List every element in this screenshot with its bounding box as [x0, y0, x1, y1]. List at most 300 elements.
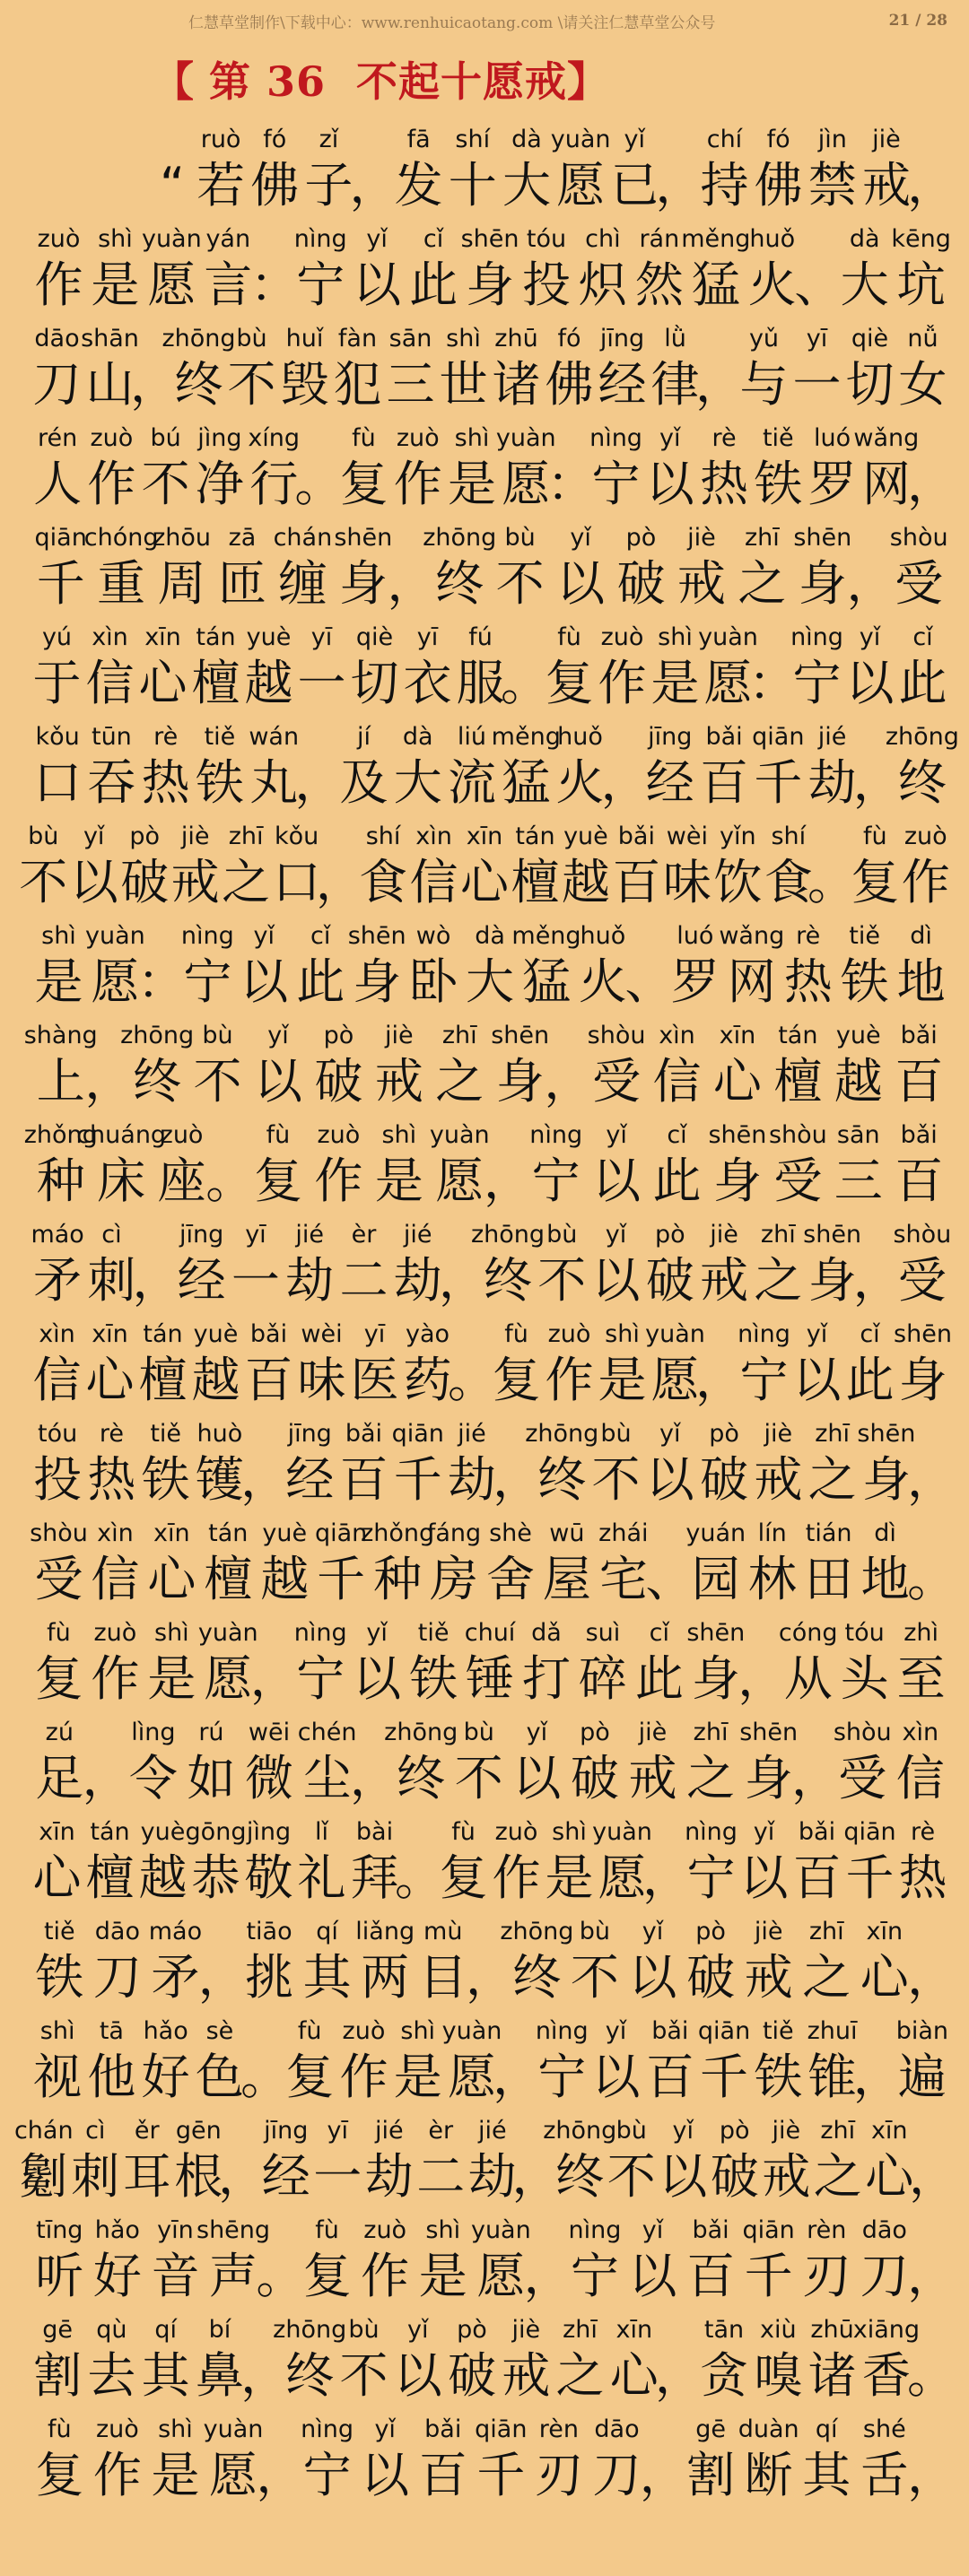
ruby-char	[31, 620, 83, 719]
pinyin: jīng	[179, 1221, 224, 1249]
text-line	[0, 421, 969, 520]
pinyin: cǐ	[912, 623, 933, 651]
pinyin: yī	[327, 2117, 348, 2145]
hanzi: 三	[386, 356, 435, 413]
hanzi: 受	[838, 1750, 887, 1806]
pinyin: xiāng	[852, 2316, 920, 2344]
punctuation: ，	[790, 1750, 840, 1806]
hanzi: 已	[610, 157, 659, 213]
hanzi: 两	[361, 1949, 410, 2006]
pinyin: shēng	[196, 2216, 271, 2244]
ruby-char	[426, 1516, 483, 1615]
ruby-char	[301, 122, 355, 222]
pinyin: shēn	[803, 1221, 862, 1249]
punctuation: ：	[546, 456, 596, 512]
hanzi: 终	[435, 555, 484, 612]
ruby-char	[586, 1118, 646, 1217]
hanzi: 以	[69, 854, 118, 910]
ruby-char	[312, 2113, 364, 2213]
hanzi: 不	[607, 2148, 656, 2205]
ruby-char	[31, 1416, 84, 1516]
ruby-char	[596, 620, 649, 719]
ruby-char	[697, 2014, 751, 2113]
pinyin: yuàn	[141, 225, 202, 253]
pinyin: yuán	[685, 1519, 746, 1547]
punctuation: ：	[748, 655, 797, 711]
pinyin: nìng	[180, 922, 234, 950]
text-line	[0, 1217, 969, 1317]
ruby-char	[860, 122, 913, 222]
pinyin: yǐ	[406, 2316, 429, 2344]
pinyin: nìng	[529, 1121, 583, 1149]
ruby-char	[170, 819, 220, 918]
hanzi: 嗅	[754, 2347, 803, 2404]
ruby-char	[739, 1715, 798, 1815]
hanzi: 作	[545, 1352, 594, 1408]
ruby-char	[384, 1715, 458, 1815]
ruby-char	[240, 1914, 299, 2014]
hanzi: 与	[739, 356, 789, 413]
ruby-char	[901, 819, 951, 918]
hanzi: 座	[157, 1153, 206, 1209]
hanzi: 言	[204, 257, 253, 313]
hanzi: 终	[512, 1949, 562, 2006]
ruby-char	[896, 1815, 949, 1914]
pinyin: èr	[351, 1221, 377, 1249]
hanzi: 愿	[204, 1650, 253, 1707]
pinyin: lǐ	[314, 1818, 328, 1846]
hanzi: 好	[92, 2248, 142, 2304]
hanzi: 作	[361, 2248, 410, 2304]
hanzi: 如	[187, 1750, 236, 1806]
text-line	[0, 1416, 969, 1516]
hanzi: 之	[555, 2347, 605, 2404]
pinyin: tiě	[417, 1619, 450, 1647]
pinyin: pò	[323, 1022, 354, 1049]
ruby-char	[719, 918, 785, 1018]
hanzi: 味	[297, 1352, 346, 1408]
ruby-char	[406, 1615, 462, 1715]
ruby-char	[295, 1317, 348, 1416]
pinyin: xīn	[39, 1818, 75, 1846]
ruby-char	[893, 1217, 952, 1317]
ruby-char	[221, 819, 271, 918]
ruby-char	[574, 918, 631, 1018]
pinyin: pò	[695, 1918, 726, 1945]
ruby-char	[491, 719, 561, 819]
hanzi: 刀	[860, 2248, 909, 2304]
page-header	[0, 0, 969, 41]
scripture-text	[0, 122, 969, 2511]
ruby-char	[764, 819, 814, 918]
ruby-char	[83, 1317, 136, 1416]
punctuation: ，	[907, 2447, 956, 2503]
pinyin: nìng	[293, 225, 347, 253]
ruby-char	[856, 1914, 914, 2014]
pinyin: cǐ	[423, 225, 444, 253]
hanzi: 戒	[700, 1252, 749, 1309]
ruby-char	[566, 1914, 624, 2014]
hanzi: 是	[147, 1650, 196, 1707]
ruby-char	[247, 719, 301, 819]
pinyin: bú	[150, 424, 181, 452]
ruby-char	[248, 122, 301, 222]
pinyin: zhuī	[807, 2017, 858, 2045]
pinyin: yī	[245, 1221, 266, 1249]
ruby-char	[31, 2014, 84, 2113]
hanzi: 以	[592, 1153, 642, 1209]
punctuation: ，	[654, 2347, 703, 2404]
ruby-char	[70, 2113, 122, 2213]
ruby-char	[649, 321, 702, 421]
hanzi: 百	[244, 1352, 293, 1408]
hanzi: 不	[193, 1053, 242, 1110]
hanzi: 经	[261, 2148, 310, 2205]
hanzi: 耳	[122, 2148, 171, 2205]
hanzi: 百	[339, 1451, 388, 1508]
ruby-char	[631, 222, 687, 321]
pinyin: hǎo	[143, 2017, 188, 2045]
ruby-char	[240, 1715, 299, 1815]
punctuation: 。	[501, 655, 549, 711]
pinyin: chì	[585, 225, 621, 253]
ruby-char	[437, 321, 490, 421]
hanzi: 作	[34, 257, 83, 313]
hanzi: 心	[32, 1849, 82, 1906]
pinyin: shì	[446, 325, 481, 352]
hanzi: 去	[87, 2347, 136, 2404]
punctuation: ，	[639, 2447, 688, 2503]
ruby-char	[843, 1317, 896, 1416]
punctuation: ，	[218, 2148, 266, 2205]
ruby-char	[292, 222, 349, 321]
ruby-char	[894, 1317, 952, 1416]
hanzi: 千	[476, 2447, 526, 2503]
pinyin: zuò	[93, 1619, 137, 1647]
pinyin: fó	[766, 126, 790, 153]
hanzi: 以	[792, 1352, 842, 1408]
ruby-char	[751, 2312, 805, 2412]
punctuation: ，	[249, 1650, 299, 1707]
ruby-char	[643, 1416, 697, 1516]
pinyin: shì	[454, 424, 490, 452]
hanzi: 衣	[403, 655, 452, 711]
hanzi: 之	[435, 1053, 484, 1110]
hanzi: 越	[244, 655, 293, 711]
ruby-char	[13, 2113, 74, 2213]
hanzi: 种	[373, 1551, 423, 1607]
hanzi: 以	[645, 456, 694, 512]
ruby-char	[31, 421, 84, 520]
hanzi: 从	[783, 1650, 833, 1707]
hanzi: 檀	[191, 655, 240, 711]
pinyin: bǎi	[651, 2017, 689, 2045]
hanzi: 大	[840, 257, 889, 313]
pinyin: chán	[273, 524, 333, 552]
pinyin: yǐ	[526, 1719, 548, 1746]
hanzi: 床	[97, 1153, 146, 1209]
pinyin: rè	[711, 424, 737, 452]
pinyin: cǐ	[667, 1121, 687, 1149]
hanzi: 镬	[195, 1451, 244, 1508]
pinyin: nìng	[568, 2216, 622, 2244]
punctuation: 。	[205, 1153, 255, 1209]
hanzi: 是	[374, 1153, 423, 1209]
text-line	[0, 2213, 969, 2312]
hanzi: 破	[710, 2148, 759, 2205]
ruby-char	[84, 2014, 138, 2113]
ruby-char	[430, 1118, 490, 1217]
pinyin: tīng	[36, 2216, 83, 2244]
hanzi: 子	[304, 157, 354, 213]
ruby-char	[144, 1516, 200, 1615]
pinyin: ěr	[134, 2117, 160, 2145]
pinyin: jié	[295, 1221, 324, 1249]
punctuation: ，	[852, 2049, 902, 2105]
hanzi: 挑	[245, 1949, 294, 2006]
hanzi: 劫	[285, 1252, 335, 1309]
pinyin: shì	[158, 2415, 193, 2443]
hanzi: 作	[393, 456, 442, 512]
pinyin: kǒu	[274, 822, 319, 850]
pinyin: nìng	[589, 424, 642, 452]
punctuation: ，	[387, 555, 436, 612]
pinyin: yuàn	[495, 424, 556, 452]
pinyin: pò	[654, 1221, 685, 1249]
pinyin: shì	[658, 623, 693, 651]
hanzi: 身	[898, 1352, 947, 1408]
hanzi: 以	[353, 257, 402, 313]
ruby-char	[336, 2014, 390, 2113]
hanzi: 信	[895, 1750, 945, 1806]
hanzi: 信	[409, 854, 458, 910]
pinyin: zhōng	[525, 1420, 599, 1448]
ruby-char	[462, 918, 519, 1018]
pinyin: fú	[468, 623, 493, 651]
pinyin: zhōng	[273, 2316, 347, 2344]
hanzi: 一	[231, 1252, 280, 1309]
pinyin: tián	[805, 1519, 852, 1547]
ruby-char	[596, 1317, 649, 1416]
pinyin: liǎng	[355, 1918, 415, 1945]
pinyin: biàn	[895, 2017, 948, 2045]
pinyin: chóng	[83, 524, 159, 552]
page-separator: /	[915, 12, 921, 30]
hanzi: 不	[495, 555, 545, 612]
hanzi: 持	[700, 157, 749, 213]
hanzi: 锤	[466, 1650, 515, 1707]
hanzi: 愿	[447, 2049, 496, 2105]
ruby-char	[84, 719, 138, 819]
hanzi: 服	[456, 655, 505, 711]
hanzi: 铁	[141, 1451, 190, 1508]
pinyin: bù	[615, 2117, 647, 2145]
pinyin: tiě	[204, 723, 236, 751]
ruby-char	[139, 2014, 193, 2113]
pinyin: shān	[81, 325, 139, 352]
hanzi: 味	[662, 854, 711, 910]
hanzi: 至	[896, 1650, 946, 1707]
hanzi: 劖	[19, 2148, 68, 2205]
ruby-char	[561, 819, 611, 918]
ruby-char	[896, 620, 949, 719]
hanzi: 热	[87, 1451, 136, 1508]
hanzi: 是	[91, 257, 140, 313]
pinyin: rén	[38, 424, 78, 452]
punctuation: ，	[256, 2447, 305, 2503]
ruby-char	[31, 321, 83, 421]
punctuation: ，	[600, 754, 650, 811]
hanzi: 身	[861, 1451, 911, 1508]
ruby-char	[707, 1118, 767, 1217]
pinyin: rèn	[538, 2415, 580, 2443]
ruby-char	[189, 1317, 242, 1416]
pinyin: zhī	[228, 822, 264, 850]
pinyin: zhī	[441, 1022, 477, 1049]
ruby-char	[83, 620, 136, 719]
punctuation: 、	[645, 1551, 694, 1607]
ruby-char	[414, 1914, 472, 2014]
ruby-char	[893, 1615, 949, 1715]
punctuation: ，	[523, 2248, 572, 2304]
hanzi: 猛	[502, 754, 551, 811]
ruby-char	[348, 1815, 401, 1914]
hanzi: 其	[802, 2447, 851, 2503]
pinyin: jí	[356, 723, 371, 751]
ruby-char	[336, 719, 390, 819]
pinyin: yuàn	[441, 2017, 502, 2045]
pinyin: rán	[639, 225, 680, 253]
hanzi: 刃	[534, 2447, 583, 2503]
pinyin: bù	[546, 1221, 578, 1249]
pinyin: fó	[557, 325, 581, 352]
hanzi: 终	[133, 1053, 182, 1110]
hanzi: 受	[897, 1252, 947, 1309]
pinyin: zuò	[547, 1320, 591, 1348]
pinyin: fù	[504, 1320, 528, 1348]
punctuation: ，	[511, 2148, 561, 2205]
ruby-char	[271, 819, 321, 918]
hanzi: 铁	[754, 2049, 803, 2105]
hanzi: 越	[191, 1352, 240, 1408]
pinyin: zuò	[396, 424, 440, 452]
pinyin: yuè	[835, 1022, 881, 1049]
pinyin: tiě	[762, 424, 794, 452]
ruby-char	[229, 1217, 283, 1317]
hanzi: 其	[141, 2347, 190, 2404]
hanzi: 人	[33, 456, 83, 512]
pinyin: yī	[363, 1320, 386, 1348]
pinyin: tūn	[91, 723, 132, 751]
pinyin: xīn	[144, 623, 181, 651]
ruby-char	[89, 2412, 147, 2511]
pinyin: tóu	[844, 1619, 885, 1647]
pinyin: chán	[13, 2117, 74, 2145]
hanzi: 不	[19, 854, 68, 910]
hanzi: 戒	[744, 1949, 793, 2006]
pinyin: zuò	[317, 1121, 361, 1149]
ruby-char	[662, 819, 712, 918]
ruby-char	[445, 421, 499, 520]
hanzi: 大	[466, 953, 515, 1010]
ruby-char	[790, 1815, 843, 1914]
ruby-char	[543, 321, 596, 421]
pinyin: qí	[154, 2316, 177, 2344]
ruby-char	[499, 2312, 553, 2412]
pinyin: shòu	[768, 1121, 827, 1149]
page-current: 21	[888, 12, 911, 30]
pinyin: zuò	[160, 1121, 204, 1149]
ruby-char	[589, 2014, 642, 2113]
ruby-char	[298, 2213, 356, 2312]
ruby-char	[31, 2213, 89, 2312]
hanzi: 以	[591, 1252, 641, 1309]
hanzi: 上	[36, 1053, 85, 1110]
pinyin: fù	[862, 822, 887, 850]
pinyin: yǐ	[672, 2117, 694, 2145]
pinyin: bù	[463, 1719, 494, 1746]
pinyin: pò	[129, 822, 160, 850]
hanzi: 宁	[537, 2049, 587, 2105]
pinyin: wèi	[301, 1320, 343, 1348]
pinyin: shēn	[708, 1121, 767, 1149]
source-credit: 仁慧草堂制作\下载中心：www.renhuicaotang.com \请关注仁慧草堂公众号	[188, 13, 716, 32]
hanzi: 愿	[598, 1849, 647, 1906]
ruby-char	[780, 1615, 836, 1715]
pinyin: qí	[815, 2415, 838, 2443]
ruby-char	[369, 1018, 429, 1118]
pinyin: rè	[99, 1420, 124, 1448]
ruby-char	[87, 222, 144, 321]
text-line	[0, 1018, 969, 1118]
ruby-char	[83, 520, 159, 620]
ruby-char	[836, 222, 893, 321]
ruby-char	[189, 620, 242, 719]
pinyin: yǐ	[659, 424, 681, 452]
hanzi: 发	[394, 157, 443, 213]
ruby-char	[508, 1715, 566, 1815]
pinyin: wèi	[666, 822, 708, 850]
hanzi: 重	[97, 555, 146, 612]
ruby-char	[391, 2312, 445, 2412]
ruby-char	[146, 2412, 205, 2511]
ruby-char	[185, 1815, 247, 1914]
ruby-char	[273, 2312, 347, 2412]
pinyin: jiè	[872, 126, 901, 153]
ruby-char	[857, 1516, 913, 1615]
hanzi: 檀	[138, 1352, 188, 1408]
ruby-char	[631, 1615, 687, 1715]
hanzi: 投	[33, 1451, 83, 1508]
ruby-char	[500, 122, 554, 222]
pinyin: zā	[228, 524, 257, 552]
ruby-char	[856, 2213, 914, 2312]
hanzi: 之	[813, 2148, 862, 2205]
punctuation: ，	[907, 1949, 956, 2006]
pinyin: xīn	[870, 2117, 908, 2145]
pinyin: shēn	[739, 1719, 799, 1746]
pinyin: jīng	[648, 723, 693, 751]
ruby-char	[193, 2014, 247, 2113]
punctuation: ，	[466, 1949, 515, 2006]
ruby-char	[68, 819, 118, 918]
ruby-char	[292, 918, 349, 1018]
hanzi: 经	[598, 356, 647, 413]
hanzi: 复	[285, 2049, 335, 2105]
ruby-char	[31, 2412, 89, 2511]
pinyin: dǎ	[531, 1619, 562, 1647]
ruby-char	[89, 2213, 147, 2312]
